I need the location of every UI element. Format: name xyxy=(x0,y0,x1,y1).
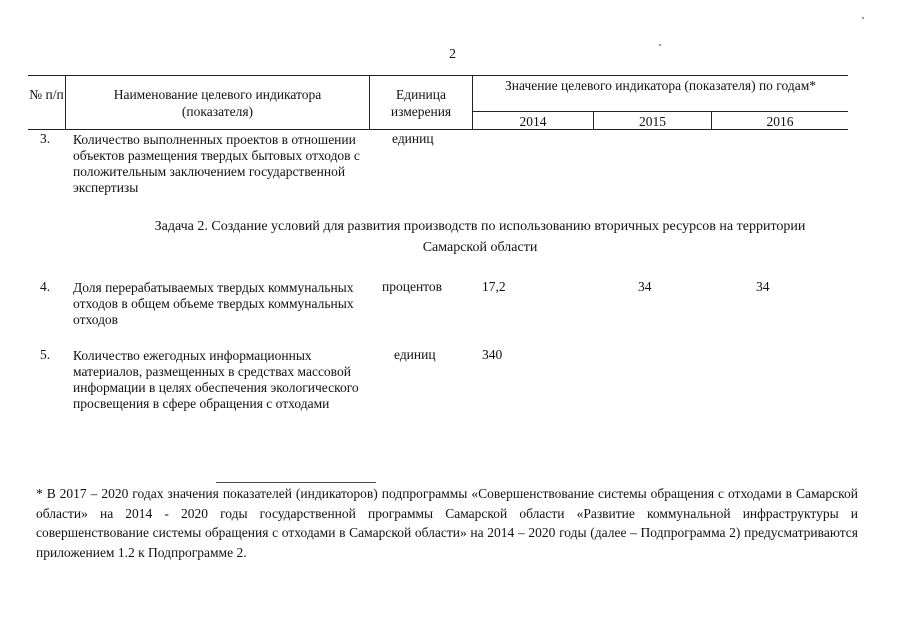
header-year-2015: 2015 xyxy=(639,114,666,129)
years-divider-rule xyxy=(472,111,848,112)
header-year-2016: 2016 xyxy=(766,114,794,129)
row-number: 5. xyxy=(40,347,51,362)
scan-speck xyxy=(659,44,661,46)
header-col-name: Наименование целевого индикатора (показателя) xyxy=(113,87,322,119)
row-value-2015: 34 xyxy=(638,279,652,294)
page-number: 2 xyxy=(449,47,456,62)
header-year-2014: 2014 xyxy=(519,114,547,129)
header-col-num: № п/п xyxy=(29,87,64,102)
row-unit: единиц xyxy=(394,347,436,362)
row-value-2014: 17,2 xyxy=(482,279,506,294)
header-top-rule xyxy=(28,75,848,76)
row-unit: процентов xyxy=(382,279,443,294)
header-col-unit: Единица измерения xyxy=(390,87,452,119)
task-heading: Задача 2. Создание условий для развития производств по использованию вторичных ресурсов на территории Самарской области xyxy=(154,219,806,255)
row-indicator-name: Количество ежегодных информационных материалов, размещенных в средствах массовой информации в целях обеспечения экологического просвещения в сфере обращения с отходами xyxy=(73,348,359,411)
footnote-separator xyxy=(216,482,376,483)
row-value-2016: 34 xyxy=(756,279,770,294)
row-unit: единиц xyxy=(392,131,434,146)
header-col-values: Значение целевого индикатора (показателя) по годам* xyxy=(504,78,817,93)
row-number: 3. xyxy=(40,131,51,146)
row-number: 4. xyxy=(40,279,51,294)
footnote: * В 2017 – 2020 годах значения показателей (индикаторов) подпрограммы «Совершенствование системы обращения с отходами в Самарской области» на 2014 - 2020 годы государственной программы Самарской области «Развитие коммунальной инфраструктуры и совершенствование системы обращения с отходами в Самарской области» на 2014 – 2020 годы (далее – Подпрограмма 2) предусматриваются приложением 1.2 к Подпрограмме 2. xyxy=(36,486,858,560)
row-value-2014: 340 xyxy=(482,347,503,362)
row-indicator-name: Доля перерабатываемых твердых коммунальных отходов в общем объеме твердых коммунальных отходов xyxy=(73,280,354,327)
row-indicator-name: Количество выполненных проектов в отношении объектов размещения твердых бытовых отходов с положительным заключением государственной экспертизы xyxy=(73,132,360,195)
scan-speck xyxy=(862,17,864,19)
